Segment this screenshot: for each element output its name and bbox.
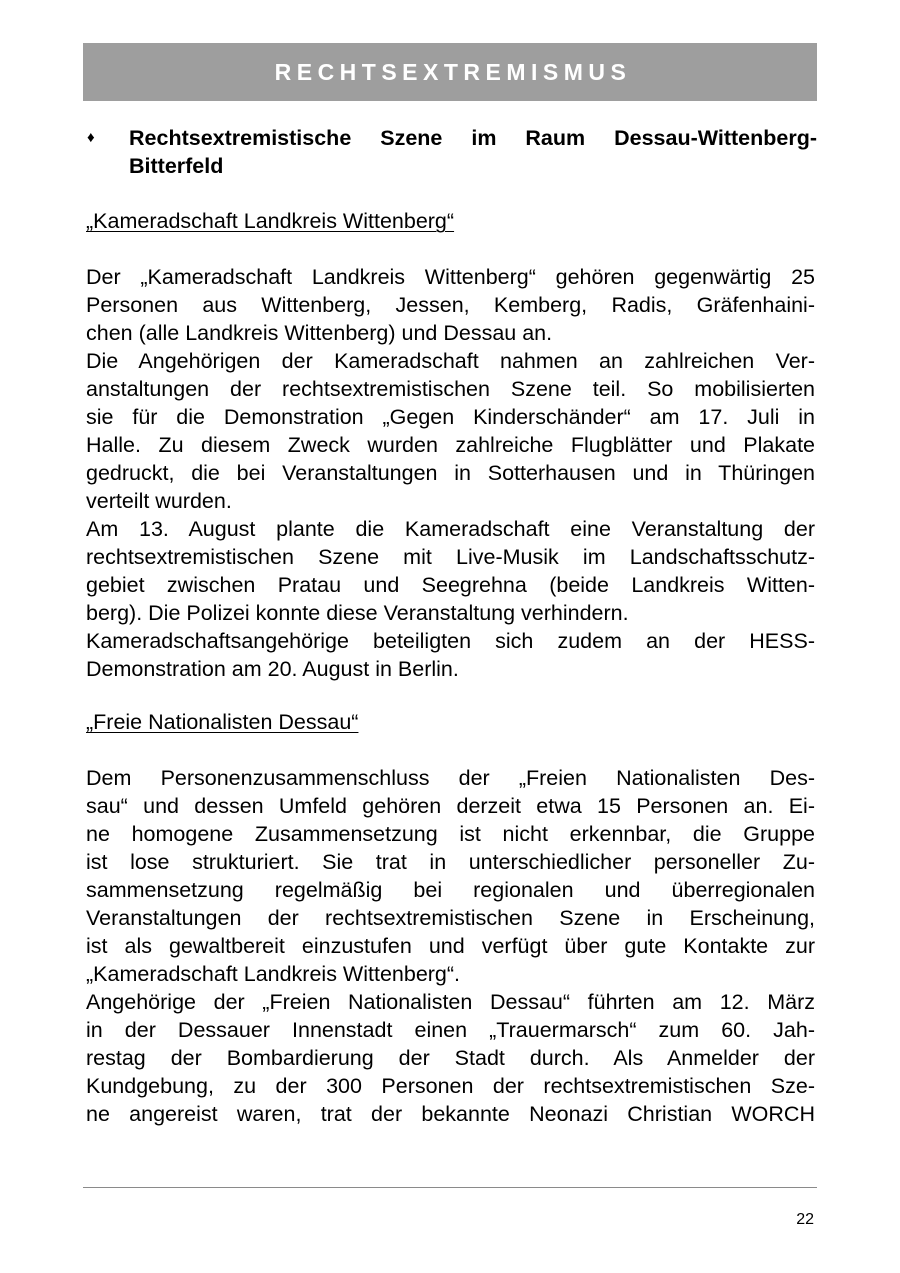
text-line: berg). Die Polizei konnte diese Veranstaltung verhindern.: [86, 601, 629, 625]
section-title-freie-nationalisten: „Freie Nationalisten Dessau“: [86, 710, 359, 734]
section-title-kameradschaft: „Kameradschaft Landkreis Wittenberg“: [86, 209, 455, 233]
text-line: Demonstration am 20. August in Berlin.: [86, 657, 459, 681]
text-line: ist lose strukturiert. Sie trat in unterschiedlicher personeller Zu-: [86, 850, 815, 874]
section-header-banner: [83, 43, 817, 101]
text-line: Personen aus Wittenberg, Jessen, Kemberg, Radis, Gräfenhaini-: [86, 293, 815, 317]
text-line: in der Dessauer Innenstadt einen „Trauermarsch“ zum 60. Jah-: [86, 1018, 815, 1042]
text-line: Am 13. August plante die Kameradschaft eine Veranstaltung der: [86, 517, 815, 541]
text-line: Kameradschaftsangehörige beteiligten sich zudem an der HESS-: [86, 629, 815, 653]
text-line: sie für die Demonstration „Gegen Kinderschänder“ am 17. Juli in: [86, 405, 815, 429]
text-line: ne angereist waren, trat der bekannte Neonazi Christian WORCH: [86, 1102, 815, 1126]
text-line: Angehörige der „Freien Nationalisten Dessau“ führten am 12. März: [86, 990, 815, 1014]
footer-divider: [83, 1187, 817, 1188]
text-line: Halle. Zu diesem Zweck wurden zahlreiche Flugblätter und Plakate: [86, 433, 815, 457]
heading-text: Rechtsextremistische Szene im Raum Dessau-Wittenberg-Bitterfeld: [129, 126, 817, 178]
text-line: Der „Kameradschaft Landkreis Wittenberg“ gehören gegenwärtig 25: [86, 265, 815, 289]
text-line: Kundgebung, zu der 300 Personen der rechtsextremistischen Sze-: [86, 1074, 815, 1098]
text-line: chen (alle Landkreis Wittenberg) und Dessau an.: [86, 321, 553, 345]
text-line: sau“ und dessen Umfeld gehören derzeit etwa 15 Personen an. Ei-: [86, 794, 815, 818]
paragraph-kameradschaft: [86, 263, 815, 683]
text-line: „Kameradschaft Landkreis Wittenberg“.: [86, 962, 461, 986]
text-line: gedruckt, die bei Veranstaltungen in Sotterhausen und in Thüringen: [86, 461, 815, 485]
text-line: Die Angehörigen der Kameradschaft nahmen an zahlreichen Ver-: [86, 349, 815, 373]
text-line: restag der Bombardierung der Stadt durch. Als Anmelder der: [86, 1046, 815, 1070]
text-line: ne homogene Zusammensetzung ist nicht erkennbar, die Gruppe: [86, 822, 815, 846]
bullet-heading: [83, 124, 817, 180]
text-line: gebiet zwischen Pratau und Seegrehna (beide Landkreis Witten-: [86, 573, 815, 597]
page-number: 22: [796, 1211, 814, 1228]
text-line: anstaltungen der rechtsextremistischen Szene teil. So mobilisierten: [86, 377, 815, 401]
paragraph-freie-nationalisten: [86, 764, 815, 1128]
text-line: verteilt wurden.: [86, 489, 232, 513]
text-line: Veranstaltungen der rechtsextremistischen Szene in Erscheinung,: [86, 906, 815, 930]
text-line: rechtsextremistischen Szene mit Live-Musik im Landschaftsschutz-: [86, 545, 815, 569]
diamond-bullet-icon: ♦: [87, 129, 95, 146]
text-line: sammensetzung regelmäßig bei regionalen und überregionalen: [86, 878, 815, 902]
text-line: ist als gewaltbereit einzustufen und verfügt über gute Kontakte zur: [86, 934, 815, 958]
text-line: Dem Personenzusammenschluss der „Freien Nationalisten Des-: [86, 766, 815, 790]
section-header-title: RECHTSEXTREMISMUS: [274, 58, 632, 85]
